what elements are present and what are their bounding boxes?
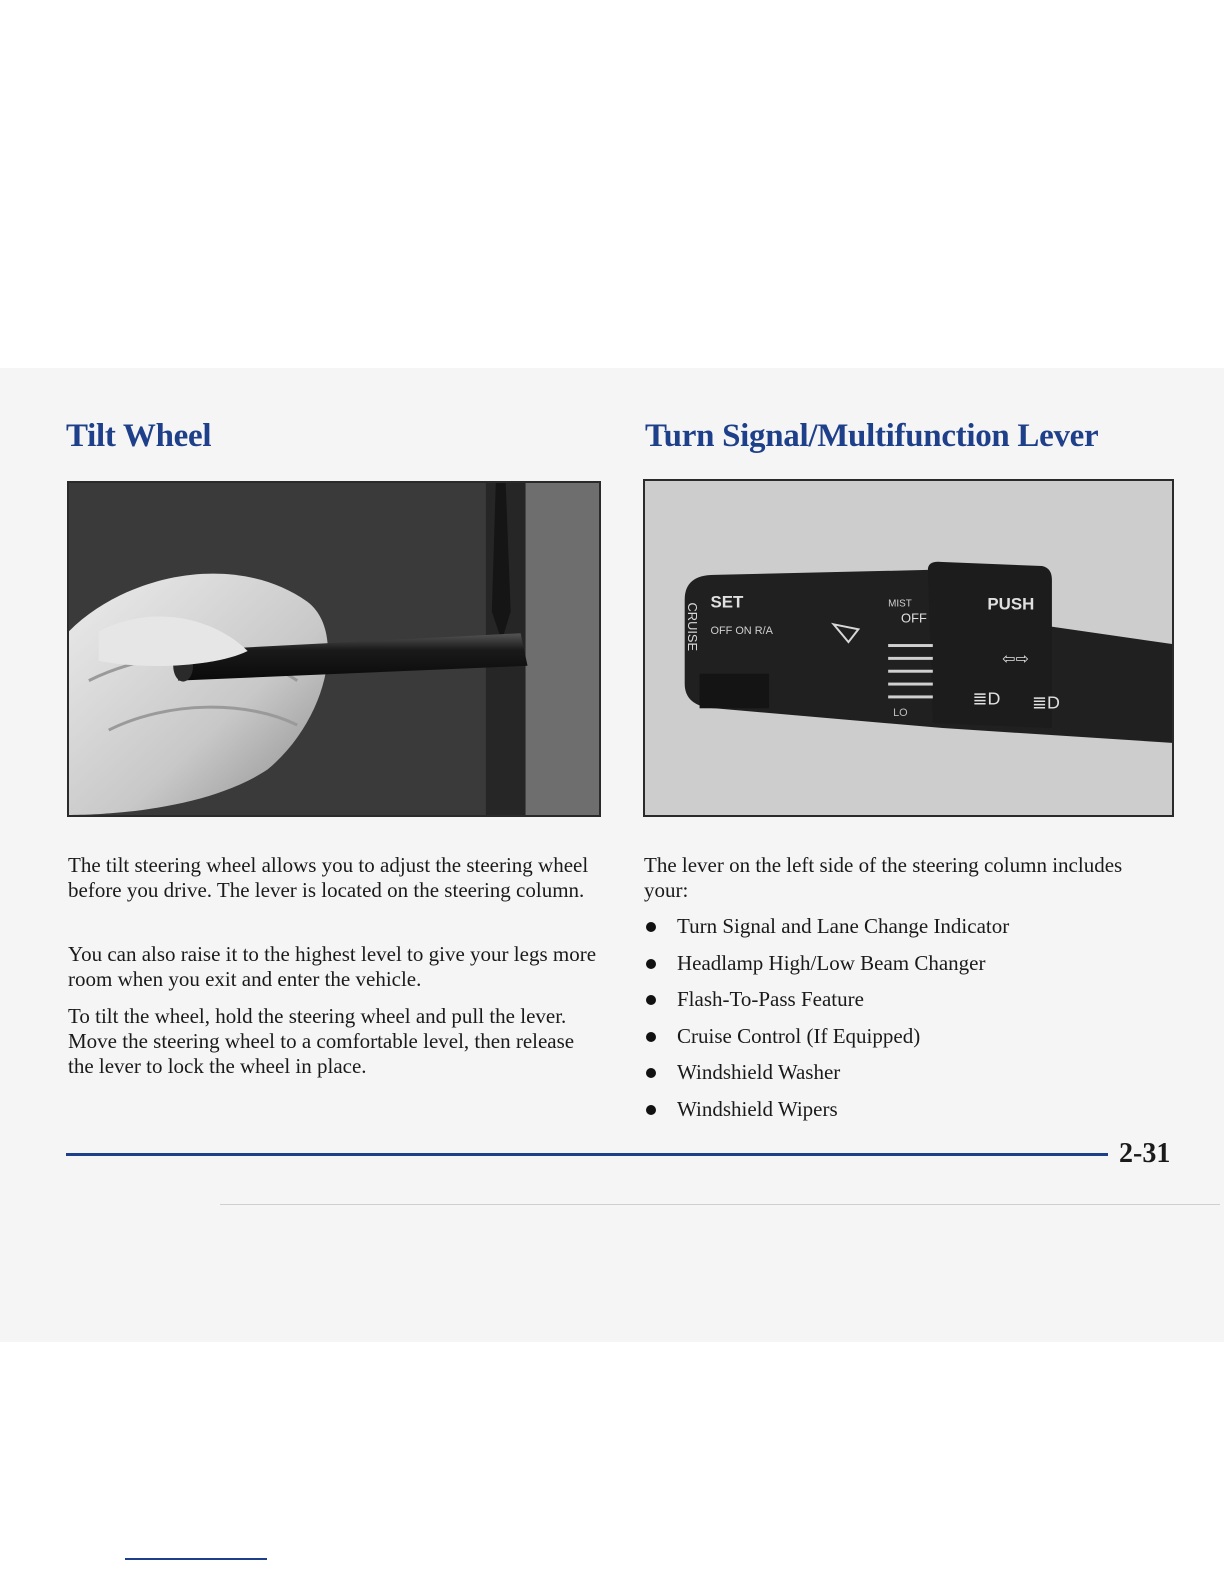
cruise-label: CRUISE bbox=[685, 602, 701, 652]
off-label: OFF bbox=[901, 610, 927, 626]
multifunction-lever-photo bbox=[643, 479, 1174, 817]
lever-features-list bbox=[644, 914, 1009, 1133]
list-item: Headlamp High/Low Beam Changer bbox=[644, 951, 1009, 988]
tilt-wheel-heading: Tilt Wheel bbox=[66, 418, 212, 454]
bullet-icon bbox=[646, 922, 656, 932]
tilt-lever-photo bbox=[67, 481, 601, 817]
svg-text:⇦⇨: ⇦⇨ bbox=[1002, 650, 1029, 668]
lever-intro: The lever on the left side of the steering column includes your: bbox=[644, 853, 1123, 902]
tilt-paragraph-2: You can also raise it to the highest level to give your legs more room when you exit and enter the vehicle. bbox=[68, 942, 597, 991]
bullet-icon bbox=[646, 1032, 656, 1042]
svg-text:≣D: ≣D bbox=[1032, 692, 1060, 713]
list-item: Flash-To-Pass Feature bbox=[644, 987, 1009, 1024]
list-item: Windshield Wipers bbox=[644, 1097, 1009, 1134]
set-label: SET bbox=[710, 592, 744, 612]
lo-label: LO bbox=[893, 707, 908, 720]
page-number: 2-31 bbox=[1119, 1138, 1171, 1169]
faint-divider bbox=[220, 1204, 1220, 1205]
push-label: PUSH bbox=[987, 594, 1035, 614]
bullet-icon bbox=[646, 995, 656, 1005]
tilt-paragraph-3: To tilt the wheel, hold the steering wheel and pull the lever. Move the steering wheel to a comfortable level, then release the lever to lock the wheel in place. bbox=[68, 1004, 575, 1078]
mist-label: MIST bbox=[888, 598, 912, 610]
bullet-icon bbox=[646, 959, 656, 969]
svg-text:≣D: ≣D bbox=[972, 688, 1001, 709]
turn-signal-heading: Turn Signal/Multifunction Lever bbox=[645, 418, 1099, 454]
list-item: Turn Signal and Lane Change Indicator bbox=[644, 914, 1009, 951]
bullet-icon bbox=[646, 1105, 656, 1115]
bottom-footnote-rule bbox=[125, 1558, 267, 1560]
list-item: Windshield Washer bbox=[644, 1060, 1009, 1097]
off-on-ra-label: OFF ON R/A bbox=[710, 625, 773, 638]
footer-rule bbox=[66, 1153, 1108, 1156]
tilt-paragraph-1: The tilt steering wheel allows you to adjust the steering wheel before you drive. The lever is located on the steering column. bbox=[68, 853, 589, 902]
list-item: Cruise Control (If Equipped) bbox=[644, 1024, 1009, 1061]
bullet-icon bbox=[646, 1068, 656, 1078]
